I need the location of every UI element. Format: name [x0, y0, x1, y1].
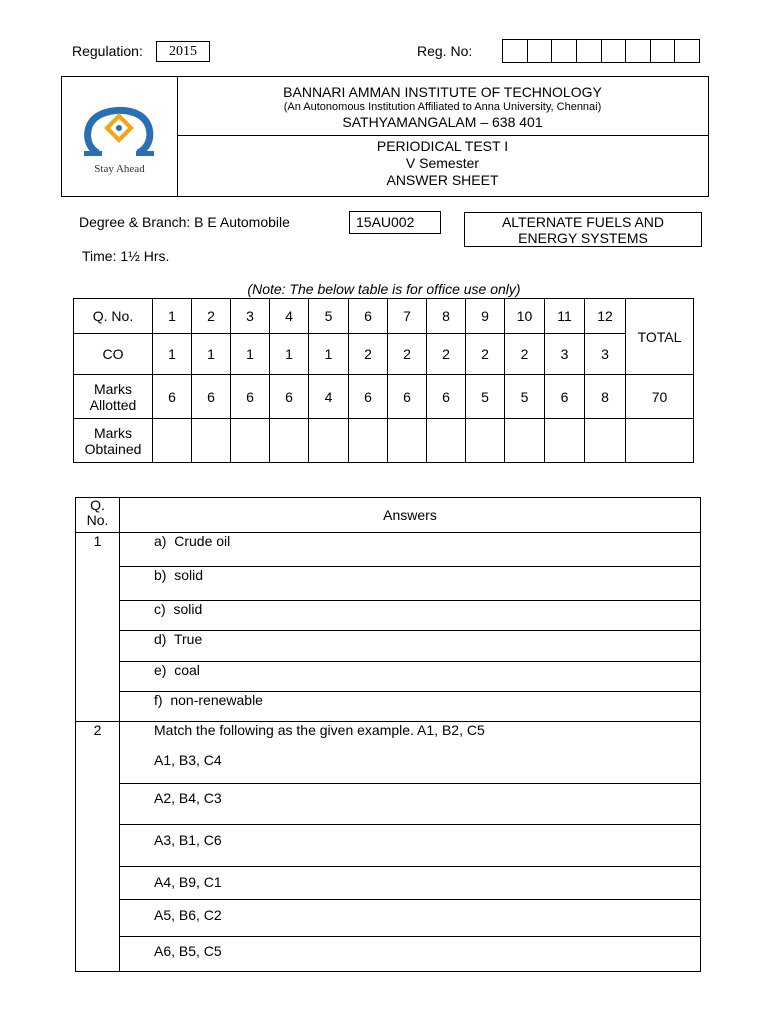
- obtained-cell[interactable]: [192, 419, 231, 463]
- answer-row: [76, 722, 701, 752]
- reg-no-digit-box: [503, 40, 527, 62]
- qno-header-line: No.: [86, 512, 109, 528]
- reg-no-digit-box: [551, 40, 576, 62]
- total-obtained-cell[interactable]: [626, 419, 694, 463]
- co-cell: 2: [349, 334, 388, 375]
- answer-letter: f): [154, 692, 163, 708]
- reg-no-digit-box: [625, 40, 650, 62]
- reg-no-digit-box: [650, 40, 675, 62]
- co-cell: 1: [231, 334, 270, 375]
- answer-row: [76, 784, 701, 825]
- obtained-cell[interactable]: [545, 419, 585, 463]
- obtained-cell[interactable]: [388, 419, 427, 463]
- reg-no-boxes: [502, 39, 700, 63]
- answer-item: A5, B6, C2: [120, 900, 701, 937]
- obtained-cell[interactable]: [427, 419, 466, 463]
- exam-title-block: [177, 135, 708, 196]
- office-note: (Note: The below table is for office use only): [247, 281, 521, 297]
- answer-item: [120, 567, 701, 601]
- qno-header-line: Q.: [90, 497, 105, 513]
- qno-cell: 5: [309, 299, 349, 334]
- answer-row: [76, 867, 701, 900]
- obtained-cell[interactable]: [270, 419, 309, 463]
- answer-row: [76, 937, 701, 972]
- obtained-cell[interactable]: [153, 419, 192, 463]
- answer-item: A6, B5, C5: [120, 937, 701, 972]
- subject-name: [464, 212, 702, 247]
- reg-no-label: Reg. No:: [417, 43, 473, 59]
- co-cell: 2: [466, 334, 505, 375]
- marks-cell: 8: [585, 375, 626, 419]
- institute-location: SATHYAMANGALAM – 638 401: [342, 114, 543, 130]
- institute-name-block: [177, 77, 708, 136]
- answer-letter: d): [154, 631, 167, 647]
- time-duration: Time: 1½ Hrs.: [82, 248, 170, 264]
- marks-cell: 6: [545, 375, 585, 419]
- institute-header: [61, 76, 709, 197]
- test-title: PERIODICAL TEST I: [376, 138, 509, 154]
- answer-text: Crude oil: [174, 533, 231, 549]
- institute-affiliation: (An Autonomous Institution Affiliated to Anna University, Chennai): [283, 101, 602, 113]
- row-label: CO: [74, 334, 153, 375]
- qno-cell: 10: [505, 299, 545, 334]
- marks-cell: 6: [427, 375, 466, 419]
- co-cell: 2: [427, 334, 466, 375]
- marks-cell: 4: [309, 375, 349, 419]
- obtained-cell[interactable]: [309, 419, 349, 463]
- qno-cell: 8: [427, 299, 466, 334]
- qno-cell: 2: [192, 299, 231, 334]
- answers-header-row: [76, 498, 701, 533]
- marks-cell: 5: [505, 375, 545, 419]
- co-cell: 2: [505, 334, 545, 375]
- answer-item: [120, 662, 701, 692]
- logo-cell: [62, 77, 178, 196]
- answer-text: solid: [174, 567, 204, 583]
- institute-logo-icon: [80, 103, 160, 161]
- qno-header: [76, 498, 120, 533]
- regulation-label: Regulation:: [72, 43, 143, 59]
- question-number: 1: [76, 533, 120, 722]
- marks-cell: 6: [270, 375, 309, 419]
- qno-cell: 3: [231, 299, 270, 334]
- answer-letter: c): [154, 601, 166, 617]
- row-label-line: Marks: [93, 380, 133, 397]
- marks-obtained-row: [74, 419, 694, 463]
- co-cell: 1: [192, 334, 231, 375]
- semester: V Semester: [405, 155, 480, 171]
- answer-item: A3, B1, C6: [120, 825, 701, 867]
- answer-item: [120, 601, 701, 631]
- total-label: TOTAL: [626, 299, 694, 375]
- answer-row: [76, 631, 701, 662]
- subject-line-1: ALTERNATE FUELS AND: [501, 214, 665, 230]
- marks-allotted-row: [74, 375, 694, 419]
- subject-line-2: ENERGY SYSTEMS: [518, 230, 648, 246]
- co-cell: 3: [545, 334, 585, 375]
- logo-tagline: Stay Ahead: [94, 163, 145, 175]
- answers-header: Answers: [120, 498, 701, 533]
- row-label: [74, 419, 153, 463]
- answer-item: [120, 533, 701, 567]
- qno-cell: 6: [349, 299, 388, 334]
- qno-cell: 7: [388, 299, 427, 334]
- answer-text: non-renewable: [170, 692, 263, 708]
- qno-cell: 1: [153, 299, 192, 334]
- co-cell: 1: [309, 334, 349, 375]
- marks-cell: 6: [153, 375, 192, 419]
- answer-item: A4, B9, C1: [120, 867, 701, 900]
- co-cell: 2: [388, 334, 427, 375]
- answers-table: [75, 497, 701, 972]
- reg-no-digit-box: [576, 40, 601, 62]
- regulation-value: 2015: [156, 41, 210, 62]
- total-marks: 70: [626, 375, 694, 419]
- answer-letter: a): [154, 533, 167, 549]
- answer-text: coal: [174, 662, 200, 678]
- reg-no-digit-box: [527, 40, 552, 62]
- answer-row: [76, 692, 701, 722]
- obtained-cell[interactable]: [349, 419, 388, 463]
- answer-letter: b): [154, 567, 167, 583]
- answer-text: True: [173, 631, 203, 647]
- answer-row: [76, 601, 701, 631]
- reg-no-digit-box: [674, 40, 699, 62]
- answer-item: [120, 631, 701, 662]
- obtained-cell[interactable]: [585, 419, 626, 463]
- row-label: Q. No.: [74, 299, 153, 334]
- answer-row: [76, 752, 701, 784]
- marks-cell: 6: [231, 375, 270, 419]
- row-label-line: Marks: [93, 424, 133, 441]
- row-label-line: Allotted: [89, 396, 137, 413]
- answer-item: [120, 692, 701, 722]
- question-instruction: Match the following as the given example. A1, B2, C5: [120, 722, 701, 752]
- office-use-table: [73, 298, 694, 463]
- marks-cell: 6: [192, 375, 231, 419]
- obtained-cell[interactable]: [466, 419, 505, 463]
- marks-cell: 5: [466, 375, 505, 419]
- question-number: 2: [76, 722, 120, 972]
- qno-cell: 12: [585, 299, 626, 334]
- co-cell: 1: [270, 334, 309, 375]
- answer-row: [76, 900, 701, 937]
- answer-row: [76, 533, 701, 567]
- answer-row: [76, 662, 701, 692]
- obtained-cell[interactable]: [231, 419, 270, 463]
- qno-cell: 4: [270, 299, 309, 334]
- qno-cell: 11: [545, 299, 585, 334]
- answer-letter: e): [154, 662, 167, 678]
- answer-text: solid: [173, 601, 203, 617]
- row-label-line: Obtained: [84, 440, 142, 457]
- row-label: [74, 375, 153, 419]
- degree-branch: Degree & Branch: B E Automobile: [79, 214, 290, 230]
- marks-cell: 6: [388, 375, 427, 419]
- course-code: 15AU002: [349, 211, 441, 234]
- sheet-title: ANSWER SHEET: [386, 172, 499, 188]
- answer-item: A2, B4, C3: [120, 784, 701, 825]
- co-row: [74, 334, 694, 375]
- marks-cell: 6: [349, 375, 388, 419]
- answer-row: [76, 567, 701, 601]
- qno-row: [74, 299, 694, 334]
- obtained-cell[interactable]: [505, 419, 545, 463]
- institute-name: BANNARI AMMAN INSTITUTE OF TECHNOLOGY: [283, 84, 602, 100]
- reg-no-digit-box: [601, 40, 626, 62]
- qno-cell: 9: [466, 299, 505, 334]
- answer-row: [76, 825, 701, 867]
- co-cell: 1: [153, 334, 192, 375]
- answer-item: A1, B3, C4: [120, 752, 701, 784]
- co-cell: 3: [585, 334, 626, 375]
